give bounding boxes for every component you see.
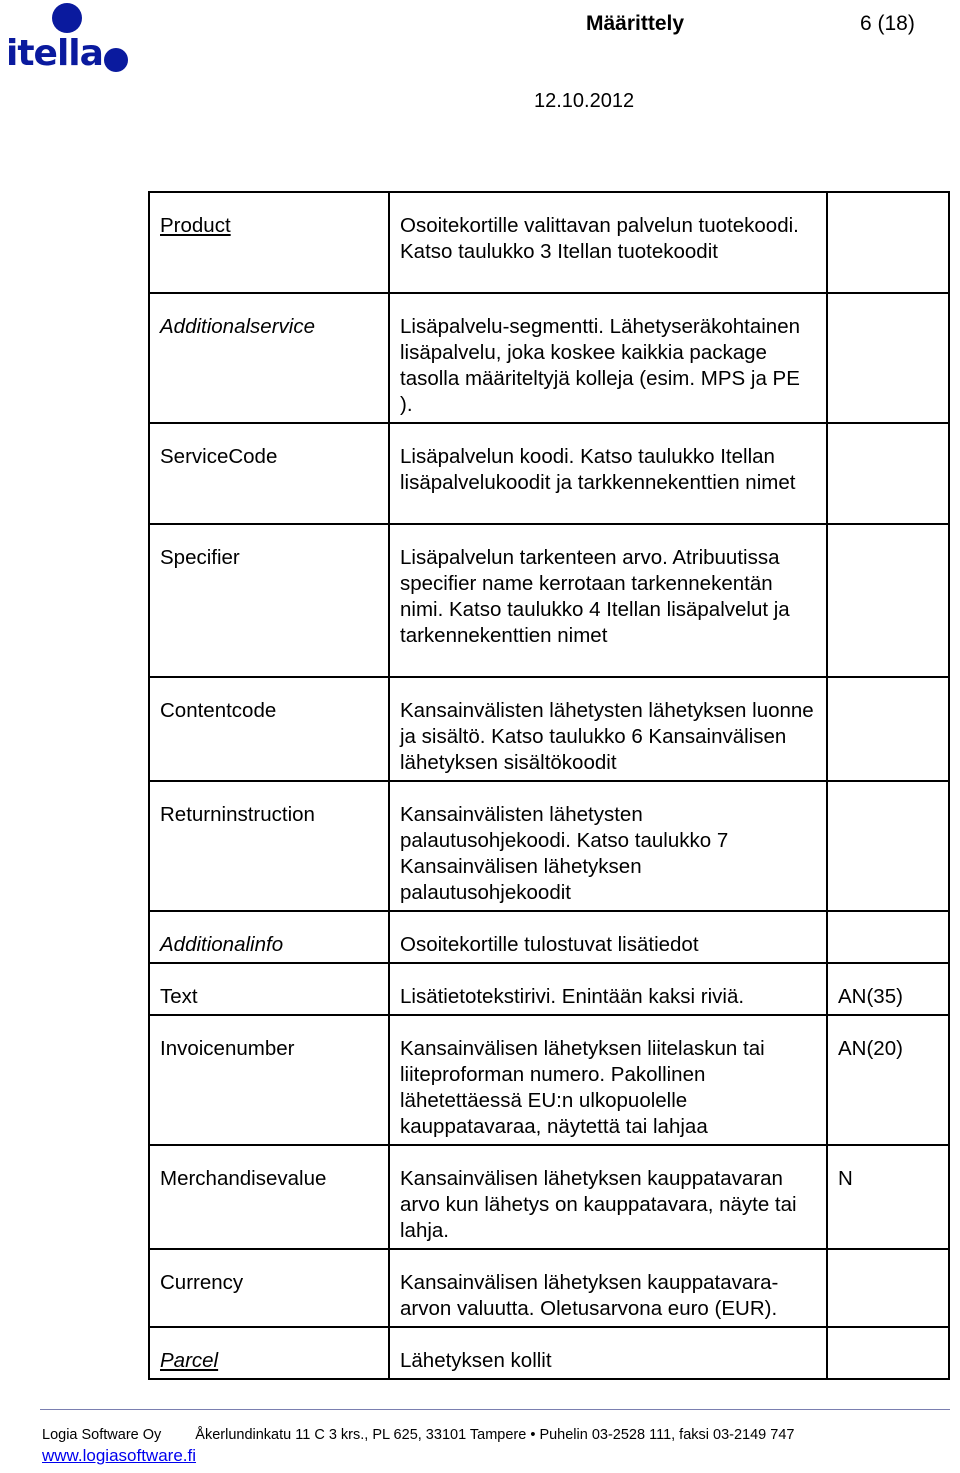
- logo-dot-icon: [104, 48, 128, 72]
- footer-address: Åkerlundinkatu 11 C 3 krs., PL 625, 33101 Tampere • Puhelin 03-2528 111, faksi 03-2149 747: [195, 1427, 795, 1443]
- table-row: [149, 911, 949, 963]
- field-name: [149, 911, 389, 963]
- field-format: [827, 423, 949, 524]
- field-name-text: Additionalservice: [160, 315, 315, 338]
- field-format: [827, 192, 949, 293]
- footer-divider: [40, 1409, 950, 1410]
- table-row: [149, 1249, 949, 1327]
- field-name: Invoicenumber: [149, 1015, 389, 1145]
- field-format: AN(35): [827, 963, 949, 1015]
- field-format: N: [827, 1145, 949, 1249]
- field-name: [149, 293, 389, 423]
- field-description: Kansainvälisten lähetysten lähetyksen luonne ja sisältö. Katso taulukko 6 Kansainvälisen lähetyksen sisältökoodit: [389, 677, 827, 781]
- logo-text: itella: [6, 33, 103, 74]
- table-row: [149, 781, 949, 911]
- field-format: [827, 1249, 949, 1327]
- footer-company: Logia Software Oy: [42, 1427, 162, 1443]
- field-description: Kansainvälisten lähetysten palautusohjekoodi. Katso taulukko 7 Kansainvälisen lähetyksen palautusohjekoodit: [389, 781, 827, 911]
- itella-logo: [4, 0, 134, 80]
- field-name: Returninstruction: [149, 781, 389, 911]
- field-format: [827, 781, 949, 911]
- field-description: Osoitekortille tulostuvat lisätiedot: [389, 911, 827, 963]
- field-name-text: Product: [160, 214, 231, 237]
- table-row: [149, 1145, 949, 1249]
- table-row: [149, 192, 949, 293]
- table-row: [149, 293, 949, 423]
- field-description: Lisäpalvelu-segmentti. Lähetyseräkohtainen lisäpalvelu, joka koskee kaikkia package tasolla määriteltyjä kolleja (esim. MPS ja PE ).: [389, 293, 827, 423]
- logo-dot-icon: [52, 3, 82, 33]
- field-name-text: Parcel: [160, 1349, 219, 1372]
- field-description: Osoitekortille valittavan palvelun tuotekoodi. Katso taulukko 3 Itellan tuotekoodit: [389, 192, 827, 293]
- table-row: [149, 423, 949, 524]
- field-description: Lisäpalvelun tarkenteen arvo. Atribuutissa specifier name kerrotaan tarkennekentän nimi. Katso taulukko 4 Itellan lisäpalvelut ja tarkennekenttien nimet: [389, 524, 827, 677]
- field-format: AN(20): [827, 1015, 949, 1145]
- field-name: Contentcode: [149, 677, 389, 781]
- field-name: ServiceCode: [149, 423, 389, 524]
- field-description: Kansainvälisen lähetyksen kauppatavaran arvo kun lähetys on kauppatavara, näyte tai lahja.: [389, 1145, 827, 1249]
- page-number: 6 (18): [860, 12, 915, 35]
- field-description: Kansainvälisen lähetyksen kauppatavara-arvon valuutta. Oletusarvona euro (EUR).: [389, 1249, 827, 1327]
- field-description: Lähetyksen kollit: [389, 1327, 827, 1379]
- field-name: [149, 192, 389, 293]
- document-title: Määrittely: [586, 12, 685, 35]
- field-description: Lisäpalvelun koodi. Katso taulukko Itellan lisäpalvelukoodit ja tarkkennekenttien nimet: [389, 423, 827, 524]
- field-name: Text: [149, 963, 389, 1015]
- table-row: [149, 1015, 949, 1145]
- field-description: Kansainvälisen lähetyksen liitelaskun tai liiteproforman numero. Pakollinen lähetettäessä EU:n ulkopuolelle kauppatavaraa, näytettä tai lahjaa: [389, 1015, 827, 1145]
- footer-info: [42, 1427, 794, 1443]
- table-row: [149, 1327, 949, 1379]
- field-format: [827, 524, 949, 677]
- table-row: [149, 524, 949, 677]
- field-name: Merchandisevalue: [149, 1145, 389, 1249]
- table-row: [149, 963, 949, 1015]
- field-format: [827, 677, 949, 781]
- field-name: Currency: [149, 1249, 389, 1327]
- field-format: [827, 293, 949, 423]
- field-name-text: Additionalinfo: [160, 933, 284, 956]
- field-description: Lisätietotekstirivi. Enintään kaksi riviä.: [389, 963, 827, 1015]
- field-name: [149, 1327, 389, 1379]
- document-date: 12.10.2012: [534, 90, 635, 112]
- table-row: [149, 677, 949, 781]
- field-name: Specifier: [149, 524, 389, 677]
- field-spec-table: [148, 191, 950, 1380]
- field-format: [827, 911, 949, 963]
- footer-website-link[interactable]: www.logiasoftware.fi: [42, 1446, 197, 1465]
- field-format: [827, 1327, 949, 1379]
